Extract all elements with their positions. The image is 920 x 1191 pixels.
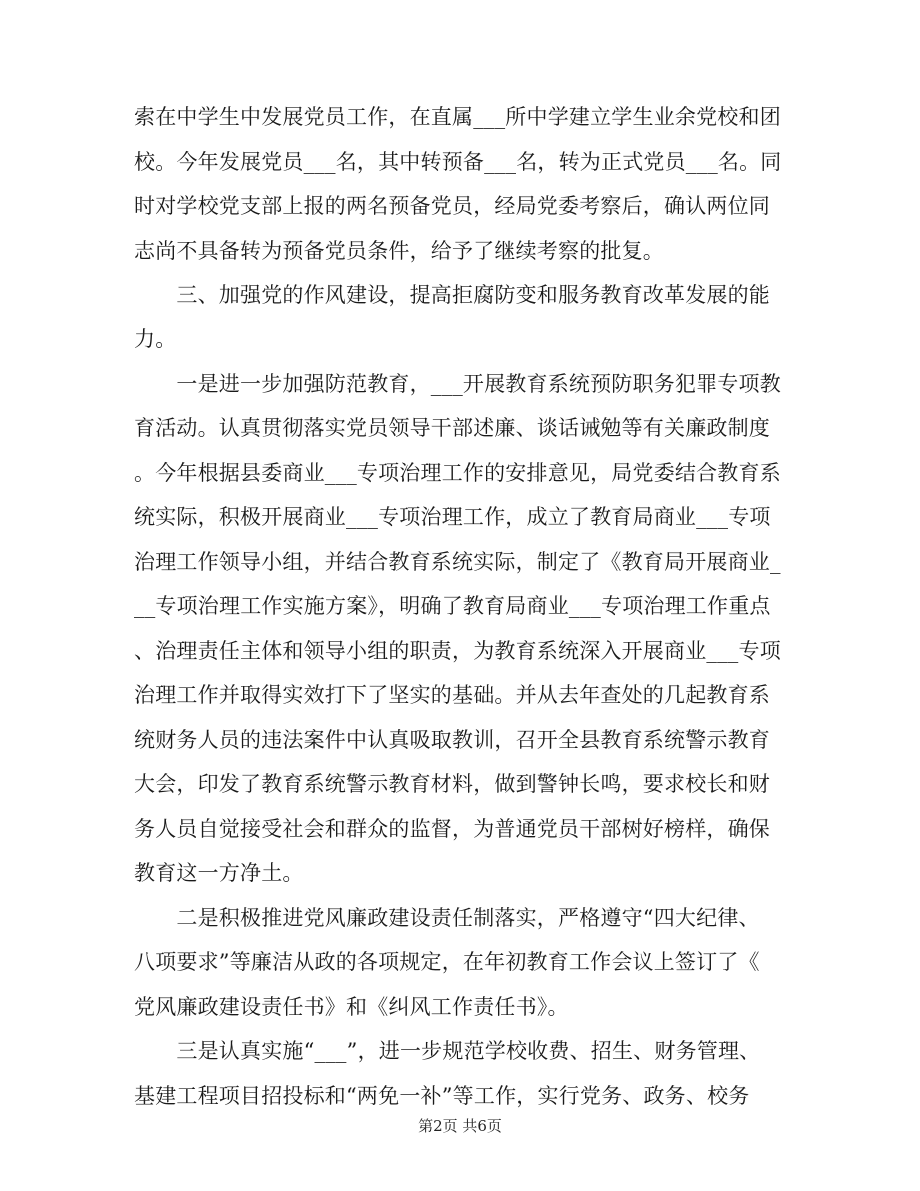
body-text-line: 统财务人员的违法案件中认真吸取教训，召开全县教育系统警示教育 — [134, 728, 770, 752]
body-text-line: 大会，印发了教育系统警示教育材料，做到警钟长鸣，要求校长和财 — [134, 772, 770, 796]
body-text-line: 教育这一方净土。 — [134, 861, 304, 885]
body-text-line: 育活动。认真贯彻落实党员领导干部述廉、谈话诫勉等有关廉政制度 — [134, 416, 770, 440]
section-heading-line: 三、加强党的作风建设，提高拒腐防变和服务教育改革发展的能 — [134, 283, 770, 307]
body-text-line: 治理工作并取得实效打下了坚实的基础。并从去年查处的几起教育系 — [134, 683, 770, 707]
body-text-line: 。今年根据县委商业___专项治理工作的安排意见，局党委结合教育系 — [134, 461, 781, 485]
page-number-footer: 第2页 共6页 — [418, 1117, 502, 1135]
body-text-line: 八项要求”等廉洁从政的各项规定，在年初教育工作会议上签订了《 — [134, 950, 760, 974]
body-text-line: 治理工作领导小组，并结合教育系统实际，制定了《教育局开展商业_ — [134, 550, 781, 574]
section-heading-line: 力。 — [134, 327, 177, 351]
body-text-line: 索在中学生中发展党员工作，在直属___所中学建立学生业余党校和团 — [134, 105, 781, 129]
body-text-line: 三是认真实施“___”，进一步规范学校收费、招生、财务管理、 — [134, 1039, 761, 1063]
body-text-line: 志尚不具备转为预备党员条件，给予了继续考察的批复。 — [134, 239, 664, 263]
body-text-line: 校。今年发展党员___名，其中转预备___名，转为正式党员___名。同 — [134, 150, 782, 174]
body-text-line: 党风廉政建设责任书》和《纠风工作责任书》。 — [134, 995, 569, 1019]
body-text-line: 一是进一步加强防范教育，___开展教育系统预防职务犯罪专项教 — [134, 372, 781, 396]
body-text-line: 基建工程项目招投标和“两免一补”等工作，实行党务、政务、校务 — [134, 1084, 750, 1108]
body-text-line: 二是积极推进党风廉政建设责任制落实，严格遵守“四大纪律、 — [134, 906, 760, 930]
body-text-line: 、治理责任主体和领导小组的职责，为教育系统深入开展商业___专项 — [134, 639, 781, 663]
body-text-line: __专项治理工作实施方案》，明确了教育局商业___专项治理工作重点 — [134, 594, 771, 618]
body-text-line: 时对学校党支部上报的两名预备党员，经局党委考察后，确认两位同 — [134, 194, 770, 218]
body-text-line: 统实际，积极开展商业___专项治理工作，成立了教育局商业___专项 — [134, 505, 771, 529]
body-text-line: 务人员自觉接受社会和群众的监督，为普通党员干部树好榜样，确保 — [134, 817, 770, 841]
